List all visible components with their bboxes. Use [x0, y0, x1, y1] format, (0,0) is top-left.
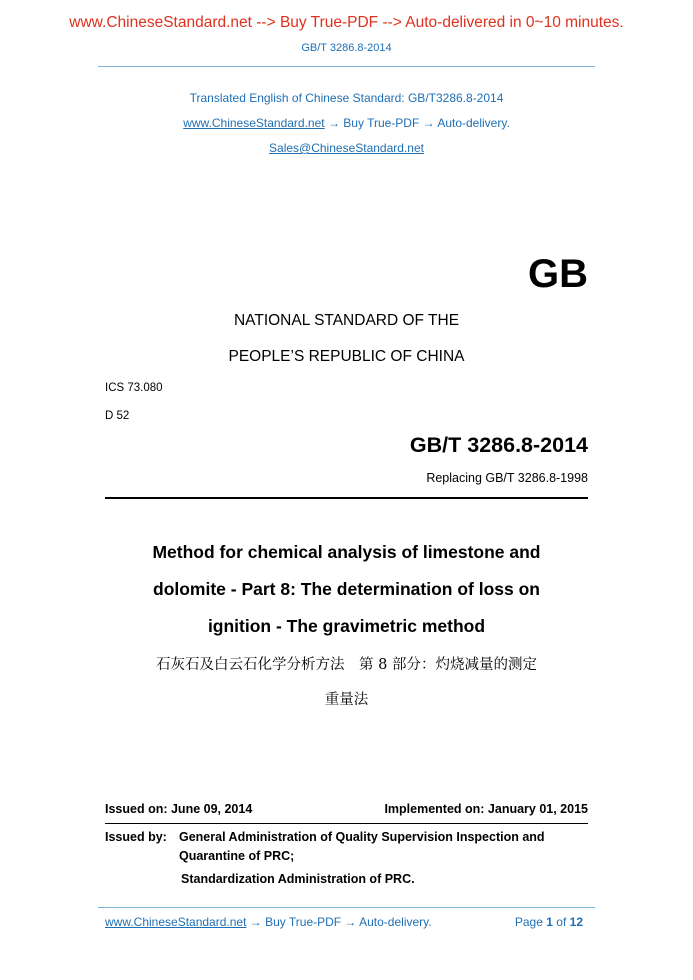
dates-divider: [105, 823, 588, 824]
issued-on-date: Issued on: June 09, 2014: [105, 802, 253, 816]
footer-buy-text: → Buy True-PDF → Auto-delivery.: [249, 915, 432, 929]
site-link[interactable]: www.ChineseStandard.net: [183, 116, 325, 130]
issuer-1-line-2: Quarantine of PRC;: [179, 849, 295, 863]
ics-code: ICS 73.080: [105, 382, 163, 394]
ccs-code: D 52: [105, 410, 130, 422]
header-standard-code: GB/T 3286.8-2014: [301, 42, 392, 54]
page-indicator: [515, 915, 583, 929]
sales-email-link[interactable]: Sales@ChineseStandard.net: [269, 141, 424, 155]
chinese-title-line-2: 重量法: [324, 692, 369, 708]
national-standard-line1: NATIONAL STANDARD OF THE: [233, 312, 460, 329]
top-banner-link[interactable]: www.ChineseStandard.net --> Buy True-PDF --> Auto-delivered in 0~10 minutes.: [69, 14, 624, 31]
title-divider: [105, 497, 588, 499]
issued-by-label: Issued by:: [105, 830, 167, 844]
page-of: of: [556, 915, 567, 929]
title-line-3: ignition - The gravimetric method: [207, 616, 486, 636]
page-label: Page: [514, 915, 543, 929]
sales-line: [0, 141, 693, 155]
translated-notice: Translated English of Chinese Standard: GB/T3286.8-2014: [189, 91, 504, 105]
buy-text: → Buy True-PDF → Auto-delivery.: [327, 116, 510, 130]
page-current: 1: [546, 915, 553, 929]
header-divider: [98, 66, 595, 67]
footer-buy-line: [105, 915, 432, 929]
title-line-1: Method for chemical analysis of limestone and: [152, 542, 541, 562]
chinese-title-line-1: 石灰石及白云石化学分析方法 第 8 部分：灼烧减量的测定: [156, 657, 537, 673]
implemented-on-date: Implemented on: January 01, 2015: [384, 802, 588, 816]
issuer-1-line-1: General Administration of Quality Supervision Inspection and: [179, 830, 545, 844]
issuer-2: Standardization Administration of PRC.: [181, 872, 415, 886]
title-line-2: dolomite - Part 8: The determination of loss on: [153, 579, 540, 599]
replacing-note: Replacing GB/T 3286.8-1998: [426, 471, 588, 485]
page-total: 12: [569, 915, 583, 929]
standard-number: GB/T 3286.8-2014: [409, 433, 588, 457]
gb-logo: GB: [528, 252, 588, 296]
national-standard-line2: PEOPLE’S REPUBLIC OF CHINA: [228, 348, 465, 365]
footer-site-link[interactable]: www.ChineseStandard.net: [105, 915, 247, 929]
buy-line: [0, 116, 693, 130]
footer-divider: [98, 907, 595, 908]
